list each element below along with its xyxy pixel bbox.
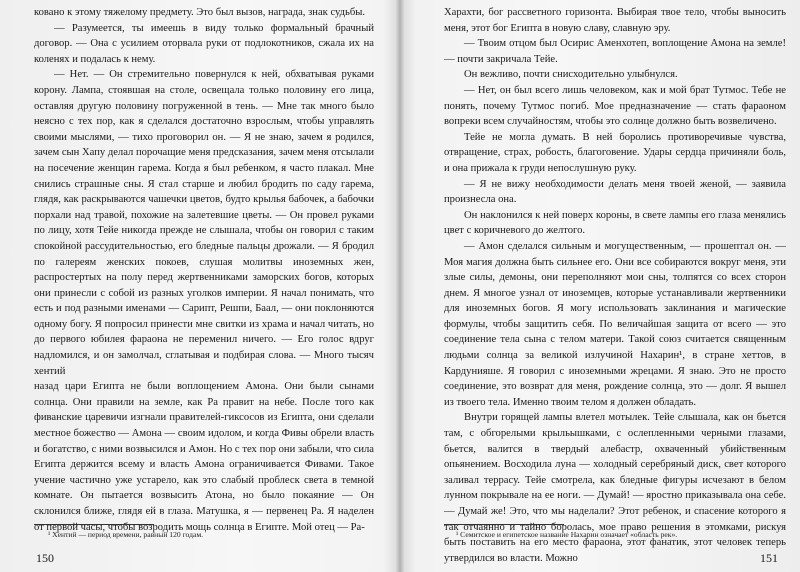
footnote: ¹ Семитское и египетское название Нахарин означает «область рек». xyxy=(456,530,678,539)
paragraph: Харахти, бог рассветного горизонта. Выбирая твое тело, чтобы выносить меня, этот бог Египта в новую славу, славную эру. xyxy=(444,7,786,34)
right-page-body xyxy=(444,5,786,566)
page-number: 150 xyxy=(36,551,54,565)
right-page xyxy=(402,0,800,572)
paragraph: — Разумеется, ты имеешь в виду только формальный брачный договор. — Она с усилием оторвала руки от подлокотников, сжала их на коленях и подалась к нему. xyxy=(34,22,374,65)
paragraph: назад цари Египта не были воплощением Амона. Они были сынами солнца. Они правили на земле, как Ра правит на небе. После того как фиванские царевичи изгнали правителей-гиксосов из Египта, они сделали местное божество — Амона — своим идолом, и когда Фивы обрели власть и богатство, с ними возвысился и Амон. Но с тех пор они забыли, что сила Египта держится всему и власть Амона ограничивается Фивами. Такое учение частично уже устарело, как это слабый проблеск света в темной комнате. Он пытается возвысить Атона, но было покаяние — Он склонился ближе, глядя ей в глаза. Матушка, я — первенец Ра. Я наделен от первой часы, чтобы возродить мощь солнца в Египте. Мой отец — Ра- xyxy=(34,381,374,533)
page-number: 151 xyxy=(760,551,778,565)
paragraph: — Нет, он был всего лишь человеком, как и мой брат Тутмос. Тебе не понять, почему Тутмос погиб. Мое предназначение — стать фараоном вопреки всем случайностям, чтобы это солнце должно быть возвеличено. xyxy=(444,84,786,128)
left-page xyxy=(0,0,398,572)
paragraph: Внутри горящей лампы влетел мотылек. Тейе слышала, как он бьется там, с обгорелыми крыльышками, с ослепленными черными глазами, бьется, валится в твердый алебастр, охваченный убийственным опьянением. Восходила луна — холодный серебряный диск, свет которого заливал террасу. Тейе смотрела, как бледные фигуры исчезают в белом лунном покрывале на ее ноги. — Думай! — яростно приказывала она себе. — Думай же! Это, что мы наделали? Этот ребенок, и спасение которого я так отчаянно и тайно боролась, мое право решения в этомками, рискуя быть поставить на его место фараона, этот фанатик, этот человек теперь утвердился во власти. Можно xyxy=(444,412,786,564)
paragraph: — Я не вижу необходимости делать меня твоей женой, — заявила произнесла она. xyxy=(444,178,786,206)
paragraph: — Нет. — Он стремительно повернулся к ней, обхватывая руками корону. Лампа, стоявшая на столе, освещала только половину его лица, оставляя другую половину погруженной в тень. — Мне так много было неясно с тех пор, как я сделался достаточно взрослым, чтобы управлять своими мыслями, — тихо проговорил он. — Я не знаю, зачем я родился, зачем сын Хапу делал порочащие меня предсказания, зачем меня отсылали на посечение женщин гарема. Когда я был ребенком, я часто плакал. Мне снились страшные сны. Я стал старше и любил бродить по саду гарема, глядя, как раскрываются чашечки цветов, будто крылья бабочек, а бабочки порхали над травой, похожие на залетевшие цветы. — Он провел руками по лицу, хотя Тейе никогда прежде не слышала, чтобы он говорил с таким спокойной рассудительностью, его бледные пальцы дрожали. — Я бродил по галереям женских покоев, слушая молитвы иноземных жен, распростертых на полу перед жертвенниками заморских богов, которых они принесли с собой из разных уголков империи. Я начал понимать, что есть и под разными именами — Сарипт, Решпи, Баал, — они поклоняются одному богу. Я попросил принести мне свитки из храма и начал читать, но до первого юбилея фараона не переменил ничего. — Его голос вдруг надломился, и он замолчал, сглатывая и подбирая слова. — Много тысяч хентий xyxy=(34,69,374,377)
paragraph: Тейе не могла думать. В ней боролись противоречивые чувства, отвращение, страх, робость, благоговение. Удары сердца причиняли боль, и она прижала к груди непослушную руку. xyxy=(444,131,786,174)
paragraph: — Амон сделался сильным и могущественным, — прошептал он. — Моя магия должна быть сильнее его. Они все собираются вокруг меня, эти злые силы, демоны, они переполняют мои сны, толпятся со всех сторон днем. Я многое узнал от иноземцев, которые устанавливали жертвенники для иноземных богов. Я могу использовать заклинания и магические формулы, чтобы защитить себя. По величайшая защита от всего — это соединение тела сына с телом матери. Такой союз считается священным людьми солнца за великой излучиной Нахарин¹, в стране хеттов, в Кардунияше. Я говорил с иноземными жрецами. Я знаю. Это не просто соединение, это возврат для меня, рождение солнца, это — долг. Я вышел из твоего тела. Именно твоим телом я должен обладать. xyxy=(444,240,786,408)
paragraph: ковано к этому тяжелому предмету. Это был вызов, награда, знак судьбы. xyxy=(34,7,366,18)
footnote: ¹ Хентий — период времени, равный 120 годам. xyxy=(48,530,204,539)
paragraph: Он наклонился к ней поверх короны, в свете лампы его глаза менялись цвет с коричневого до желтого. xyxy=(444,209,786,237)
footnote-rule xyxy=(34,524,154,525)
left-page-body xyxy=(34,5,374,535)
footnote-rule xyxy=(444,524,564,525)
paragraph: Он вежливо, почти снисходительно улыбнулся. xyxy=(464,69,678,81)
paragraph: — Твоим отцом был Осирис Аменхотеп, воплощение Амона на земле! — почти закричала Тейе. xyxy=(444,38,786,65)
